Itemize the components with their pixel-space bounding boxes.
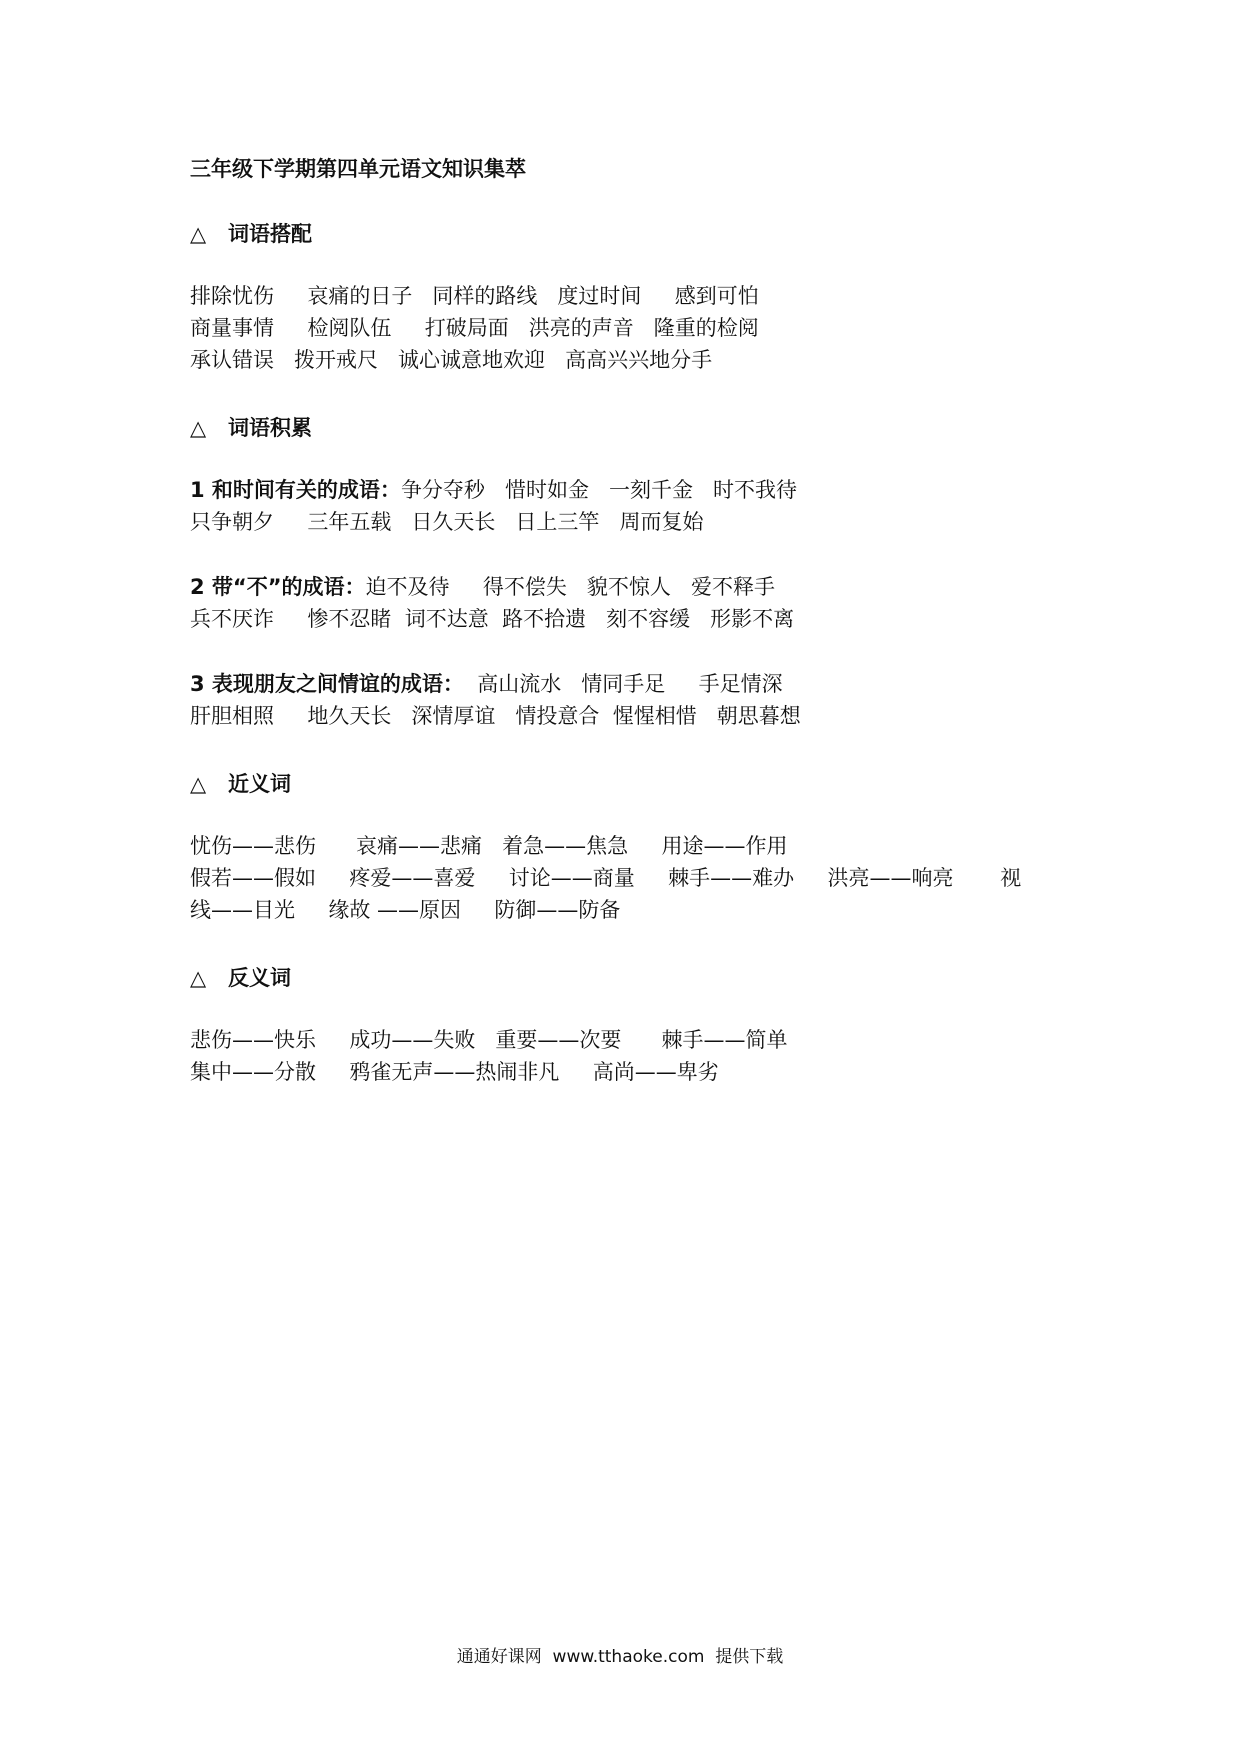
idiom-group-text: 迫不及待 得不偿失 貌不惊人 爱不释手	[365, 575, 775, 599]
idiom-group-lead: 2 带“不”的成语：	[190, 575, 366, 599]
section-heading-synonyms	[190, 768, 291, 798]
triangle-icon: △	[190, 416, 207, 440]
collocation-line: 承认错误 拨开戒尺 诚心诚意地欢迎 高高兴兴地分手	[190, 348, 713, 372]
section-heading-antonyms	[190, 962, 291, 992]
synonym-line: 忧伤——悲伤 哀痛——悲痛 着急——焦急 用途——作用	[190, 834, 788, 858]
idiom-group-line	[190, 670, 783, 698]
idiom-group-lead: 1 和时间有关的成语：	[190, 478, 401, 502]
collocation-line: 排除忧伤 哀痛的日子 同样的路线 度过时间 感到可怕	[190, 284, 759, 308]
synonym-line: 假若——假如 疼爱——喜爱 讨论——商量 棘手——难办 洪亮——响亮 视	[190, 866, 1022, 890]
page-footer: 通通好课网 www.tthaoke.com 提供下载	[456, 1647, 784, 1667]
triangle-icon: △	[190, 966, 207, 990]
idiom-group-line	[190, 476, 797, 504]
antonym-line: 集中——分散 鸦雀无声——热闹非凡 高尚——卑劣	[190, 1060, 719, 1084]
idiom-group-text: 争分夺秒 惜时如金 一刻千金 时不我待	[400, 478, 798, 502]
idiom-group-line: 肝胆相照 地久天长 深情厚谊 情投意合 惺惺相惜 朝思暮想	[190, 704, 801, 728]
idiom-group-lead: 3 表现朋友之间情谊的成语：	[190, 672, 464, 696]
section-heading-text: 反义词	[228, 966, 291, 990]
section-heading-collocation	[190, 218, 312, 248]
triangle-icon: △	[190, 222, 207, 246]
synonym-line: 线——目光 缘故 ——原因 防御——防备	[190, 898, 621, 922]
idiom-group-text: 高山流水 情同手足 手足情深	[463, 672, 783, 696]
collocation-line: 商量事情 检阅队伍 打破局面 洪亮的声音 隆重的检阅	[190, 316, 759, 340]
section-heading-text: 词语积累	[228, 416, 312, 440]
page-title: 三年级下学期第四单元语文知识集萃	[190, 157, 526, 181]
idiom-group-line: 兵不厌诈 惨不忍睹 词不达意 路不拾遗 刻不容缓 形影不离	[190, 607, 795, 631]
section-heading-text: 词语搭配	[228, 222, 312, 246]
idiom-group-line	[190, 573, 775, 601]
idiom-group-line: 只争朝夕 三年五载 日久天长 日上三竿 周而复始	[190, 510, 704, 534]
antonym-line: 悲伤——快乐 成功——失败 重要——次要 棘手——简单	[190, 1028, 788, 1052]
triangle-icon: △	[190, 772, 207, 796]
section-heading-text: 近义词	[228, 772, 291, 796]
section-heading-accumulation	[190, 412, 312, 442]
